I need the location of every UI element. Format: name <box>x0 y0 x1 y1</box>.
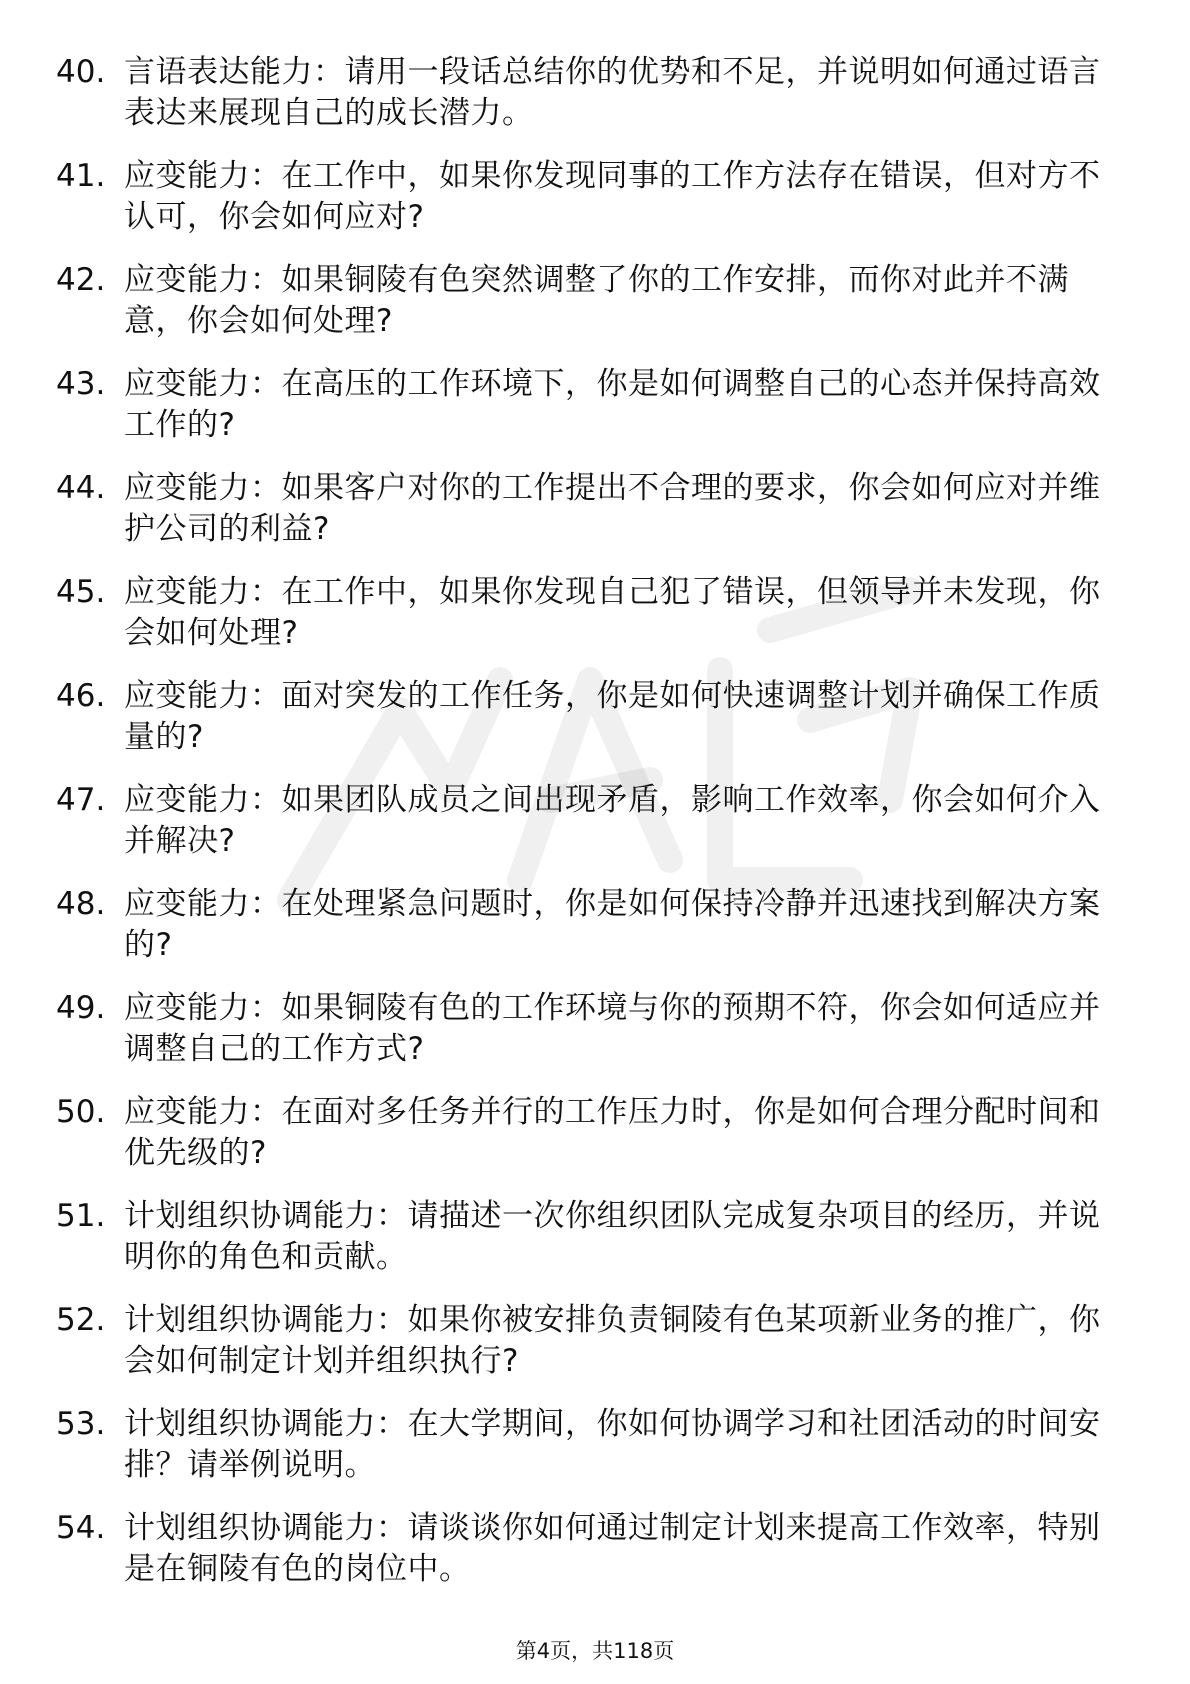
question-item <box>56 1404 1116 1486</box>
question-number: 45. <box>56 574 106 610</box>
question-text: 应变能力：如果客户对你的工作提出不合理的要求，你会如何应对并维护公司的利益? <box>124 470 1101 547</box>
question-text: 计划组织协调能力：请谈谈你如何通过制定计划来提高工作效率，特别是在铜陵有色的岗位中。 <box>124 1510 1101 1587</box>
question-number: 47. <box>56 782 106 818</box>
question-number: 44. <box>56 470 106 506</box>
question-text: 应变能力：在工作中，如果你发现自己犯了错误，但领导并未发现，你会如何处理? <box>124 574 1101 651</box>
question-number: 41. <box>56 158 106 194</box>
question-number: 46. <box>56 678 106 714</box>
question-text: 应变能力：在工作中，如果你发现同事的工作方法存在错误，但对方不认可，你会如何应对? <box>124 158 1101 235</box>
question-number: 43. <box>56 366 106 402</box>
question-text: 应变能力：如果铜陵有色突然调整了你的工作安排，而你对此并不满意，你会如何处理? <box>124 262 1069 339</box>
question-item <box>56 364 1116 446</box>
question-item <box>56 1300 1116 1382</box>
question-number: 52. <box>56 1302 106 1338</box>
question-text: 计划组织协调能力：如果你被安排负责铜陵有色某项新业务的推广，你会如何制定计划并组织执行? <box>124 1302 1101 1379</box>
question-item <box>56 572 1116 654</box>
question-text: 言语表达能力：请用一段话总结你的优势和不足，并说明如何通过语言表达来展现自己的成长潜力。 <box>124 54 1101 131</box>
question-number: 54. <box>56 1510 106 1546</box>
question-list <box>56 52 1116 1612</box>
question-text: 应变能力：面对突发的工作任务，你是如何快速调整计划并确保工作质量的? <box>124 678 1101 755</box>
question-number: 48. <box>56 886 106 922</box>
question-number: 53. <box>56 1406 106 1442</box>
question-text: 应变能力：如果铜陵有色的工作环境与你的预期不符，你会如何适应并调整自己的工作方式? <box>124 990 1101 1067</box>
question-item <box>56 884 1116 966</box>
page-number-footer: 第4页，共118页 <box>515 1639 675 1663</box>
question-item <box>56 156 1116 238</box>
question-text: 应变能力：如果团队成员之间出现矛盾，影响工作效率，你会如何介入并解决? <box>124 782 1101 859</box>
question-text: 计划组织协调能力：请描述一次你组织团队完成复杂项目的经历，并说明你的角色和贡献。 <box>124 1198 1101 1275</box>
question-item <box>56 260 1116 342</box>
question-text: 应变能力：在面对多任务并行的工作压力时，你是如何合理分配时间和优先级的? <box>124 1094 1101 1171</box>
question-number: 50. <box>56 1094 106 1130</box>
question-number: 40. <box>56 54 106 90</box>
question-item <box>56 676 1116 758</box>
question-item <box>56 988 1116 1070</box>
question-item <box>56 468 1116 550</box>
question-text: 应变能力：在处理紧急问题时，你是如何保持冷静并迅速找到解决方案的? <box>124 886 1101 963</box>
question-item <box>56 1196 1116 1278</box>
question-item <box>56 1092 1116 1174</box>
question-number: 49. <box>56 990 106 1026</box>
question-item <box>56 1508 1116 1590</box>
question-text: 应变能力：在高压的工作环境下，你是如何调整自己的心态并保持高效工作的? <box>124 366 1101 443</box>
question-text: 计划组织协调能力：在大学期间，你如何协调学习和社团活动的时间安排？请举例说明。 <box>124 1406 1101 1483</box>
question-item <box>56 52 1116 134</box>
question-number: 42. <box>56 262 106 298</box>
question-number: 51. <box>56 1198 106 1234</box>
question-item <box>56 780 1116 862</box>
